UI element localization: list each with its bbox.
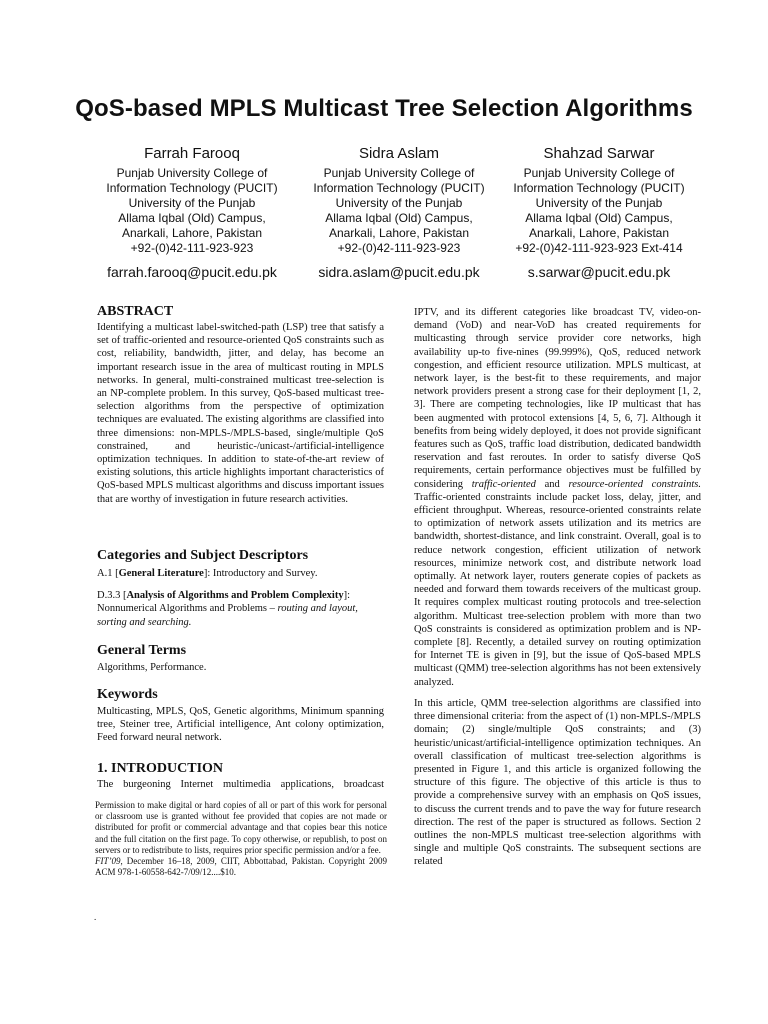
introduction-heading: 1. INTRODUCTION <box>97 761 224 776</box>
abstract-text: Identifying a multicast label-switched-path (LSP) tree that satisfy a set of traffic-oriented and resource-oriented QoS constraints such as cost, reliability, bandwidth, jitter, and delay, has become an important research issue in the area of multicast routing in MPLS networks. In general, multi-constrained multicast tree-selection is an NP-complete problem. In this survey, QoS-based multicast tree-selection algorithms from the perspective of optimization techniques are evaluated. The existing algorithms are classified into three dimensions: non-MPLS-/MPLS-based, single/multiple QoS constrained, and heuristic-/unicast-/artificial-intelligence optimization techniques. In addition to state-of-the-art review of existing solutions, this article highlights important characteristics of QoS-based MPLS multicast algorithms and discuss important issues that are worthy of investigation in future research activities. <box>97 322 384 505</box>
author-affiliation-line: Allama Iqbal (Old) Campus, <box>118 211 266 225</box>
keywords-heading: Keywords <box>97 687 158 702</box>
author-email: s.sarwar@pucit.edu.pk <box>527 264 671 280</box>
categories-heading: Categories and Subject Descriptors <box>97 548 309 563</box>
author-affiliation-line: Anarkali, Lahore, Pakistan <box>328 226 470 240</box>
author-affiliation-line: Allama Iqbal (Old) Campus, <box>525 211 673 225</box>
conference-details: , December 16–18, 2009, CIIT, Abbottabad, Pakistan. Copyright 2009 ACM 978-1-60558-642-7/09/12....$10. <box>95 856 387 878</box>
author-block-1 <box>92 145 292 280</box>
keywords-text: Multicasting, MPLS, QoS, Genetic algorithms, Minimum spanning tree, Steiner tree, Artificial intelligence, Ant colony optimization, Feed forward neural network. <box>97 706 384 744</box>
abstract-section <box>97 304 384 506</box>
category-desc: ]: Nonnumerical Algorithms and Problems – <box>97 590 350 615</box>
author-affiliation-line: University of the Punjab <box>128 196 256 210</box>
author-name: Sidra Aslam <box>358 145 440 162</box>
author-affiliation-line: Information Technology (PUCIT) <box>106 181 278 195</box>
footer-mark: . <box>94 912 97 922</box>
author-affiliation-line: Anarkali, Lahore, Pakistan <box>528 226 670 240</box>
author-affiliation-line: Punjab University College of <box>523 166 675 180</box>
permission-text: Permission to make digital or hard copies of all or part of this work for personal or classroom use is granted without fee provided that copies are not made or distributed for profit or commercial advantage and that copies bear this notice and the full citation on the first page. To copy otherwise, or republish, to post on servers or to redistribute to lists, requires prior specific permission and/or a fee. <box>95 800 387 855</box>
category-line-2 <box>97 589 384 629</box>
keywords-section <box>97 687 384 745</box>
author-affiliation-line: Information Technology (PUCIT) <box>513 181 685 195</box>
author-email: sidra.aslam@pucit.edu.pk <box>318 264 480 280</box>
text-run: IPTV, and its different categories like broadcast TV, video-on-demand (VoD) and near-VoD has created requirements for multicasting through service provider core networks, high availability up-to five-nines (99.999%), QoS, reduced network congestion, and efficient resource utilization. MPLS multicast, at network layer, is the best-fit to these requirements, and major network providers present a strong case for their deployment [1, 2, 3]. There are competing technologies, like IP multicast that has been augmented with protocol extensions [4, 5, 6, 7]. Although it benefits from being widely deployed, it does not provide significant features such as QoS, traffic load distribution, dedicated bandwidth reservation and fast reroutes. In order to satisfy diverse QoS requirements, certain performance objectives must be fulfilled by considering <box>414 307 701 490</box>
right-column <box>414 306 701 869</box>
text-run: Traffic-oriented constraints include packet loss, delay, jitter, and efficient throughput. Whereas, resource-oriented constraints relate to optimization of network assets utilization and its metrics are bandwidth, shortest-distance, and link constraint. Overall, goal is to reduce network congestion, efficient utilization of network resources, minimize network cost, and distribute network load optimally. At network layer, routers generate copies of packets as needed and forward them towards receivers of the multicast group. It requires complex multicast routing protocols and tree-selection algorithm. Multicast tree-selection problem with more than two QoS constraints is considered as optimization problem and is NP-complete [8]. Recently, a detailed survey on routing optimization for Internet TE is given in [9], but the issue of QoS-based MPLS multicast (QMM) tree-selection algorithms has not been extensively analyzed. <box>414 491 701 688</box>
text-run: and <box>535 478 569 490</box>
author-affiliation-line: University of the Punjab <box>335 196 463 210</box>
text-run-italic: traffic-oriented <box>471 478 536 490</box>
author-affiliation-line: Information Technology (PUCIT) <box>313 181 485 195</box>
abstract-heading: ABSTRACT <box>97 304 174 319</box>
category-bold: General Literature <box>118 568 204 579</box>
category-desc: ]: Introductory and Survey. <box>203 568 318 579</box>
author-phone: +92-(0)42-111-923-923 <box>337 241 461 255</box>
author-email: farrah.farooq@pucit.edu.pk <box>107 264 277 280</box>
right-paragraph-1 <box>414 306 701 689</box>
introduction-first-line: The burgeoning Internet multimedia applications, broadcast <box>97 779 384 790</box>
general-terms-heading: General Terms <box>97 643 187 658</box>
author-phone: +92-(0)42-111-923-923 Ext-414 <box>515 241 683 255</box>
author-affiliation-line: University of the Punjab <box>535 196 663 210</box>
author-name: Shahzad Sarwar <box>543 145 655 162</box>
author-affiliation-line: Allama Iqbal (Old) Campus, <box>325 211 473 225</box>
categories-section <box>97 548 384 629</box>
conference-name: FIT’09 <box>95 856 121 867</box>
paper-title: QoS-based MPLS Multicast Tree Selection Algorithms <box>75 95 693 122</box>
general-terms-text: Algorithms, Performance. <box>97 662 207 673</box>
author-phone: +92-(0)42-111-923-923 <box>130 241 254 255</box>
text-run-italic: resource-oriented constraints. <box>568 478 701 490</box>
author-name: Farrah Farooq <box>144 145 240 162</box>
author-affiliation-line: Punjab University College of <box>116 166 268 180</box>
author-affiliation-line: Anarkali, Lahore, Pakistan <box>121 226 263 240</box>
category-italic: routing and layout, sorting and searching. <box>97 603 358 628</box>
category-code: D.3.3 [ <box>97 590 127 602</box>
category-line-1 <box>97 567 384 580</box>
right-paragraph-2: In this article, QMM tree-selection algorithms are classified into three dimensional criteria: from the aspect of (1) non-MPLS-/MPLS domain; (2) single/multiple QoS constraints; and (3) heuristic/unicast/artificial-intelligence optimization techniques. An overall classification of multicast tree-selection algorithms is presented in Figure 1, and this article is organized following the structure of this figure. The objective of this article is thus to provide a comprehensive survey with an emphasis on QoS issues, to discuss the current trends and to pave the way for future research direction. The rest of the paper is structured as follows. Section 2 outlines the non-MPLS multicast tree-selection algorithms with single and multiple QoS constraints. The subsequent sections are related <box>414 697 701 868</box>
general-terms-section <box>97 643 384 674</box>
category-code: A.1 [ <box>97 568 119 579</box>
author-block-2 <box>299 145 499 280</box>
author-block-3 <box>491 145 707 280</box>
author-affiliation-line: Punjab University College of <box>323 166 475 180</box>
permission-notice <box>95 800 387 878</box>
introduction-section <box>97 761 384 791</box>
category-bold: Analysis of Algorithms and Problem Complexity <box>126 590 344 602</box>
